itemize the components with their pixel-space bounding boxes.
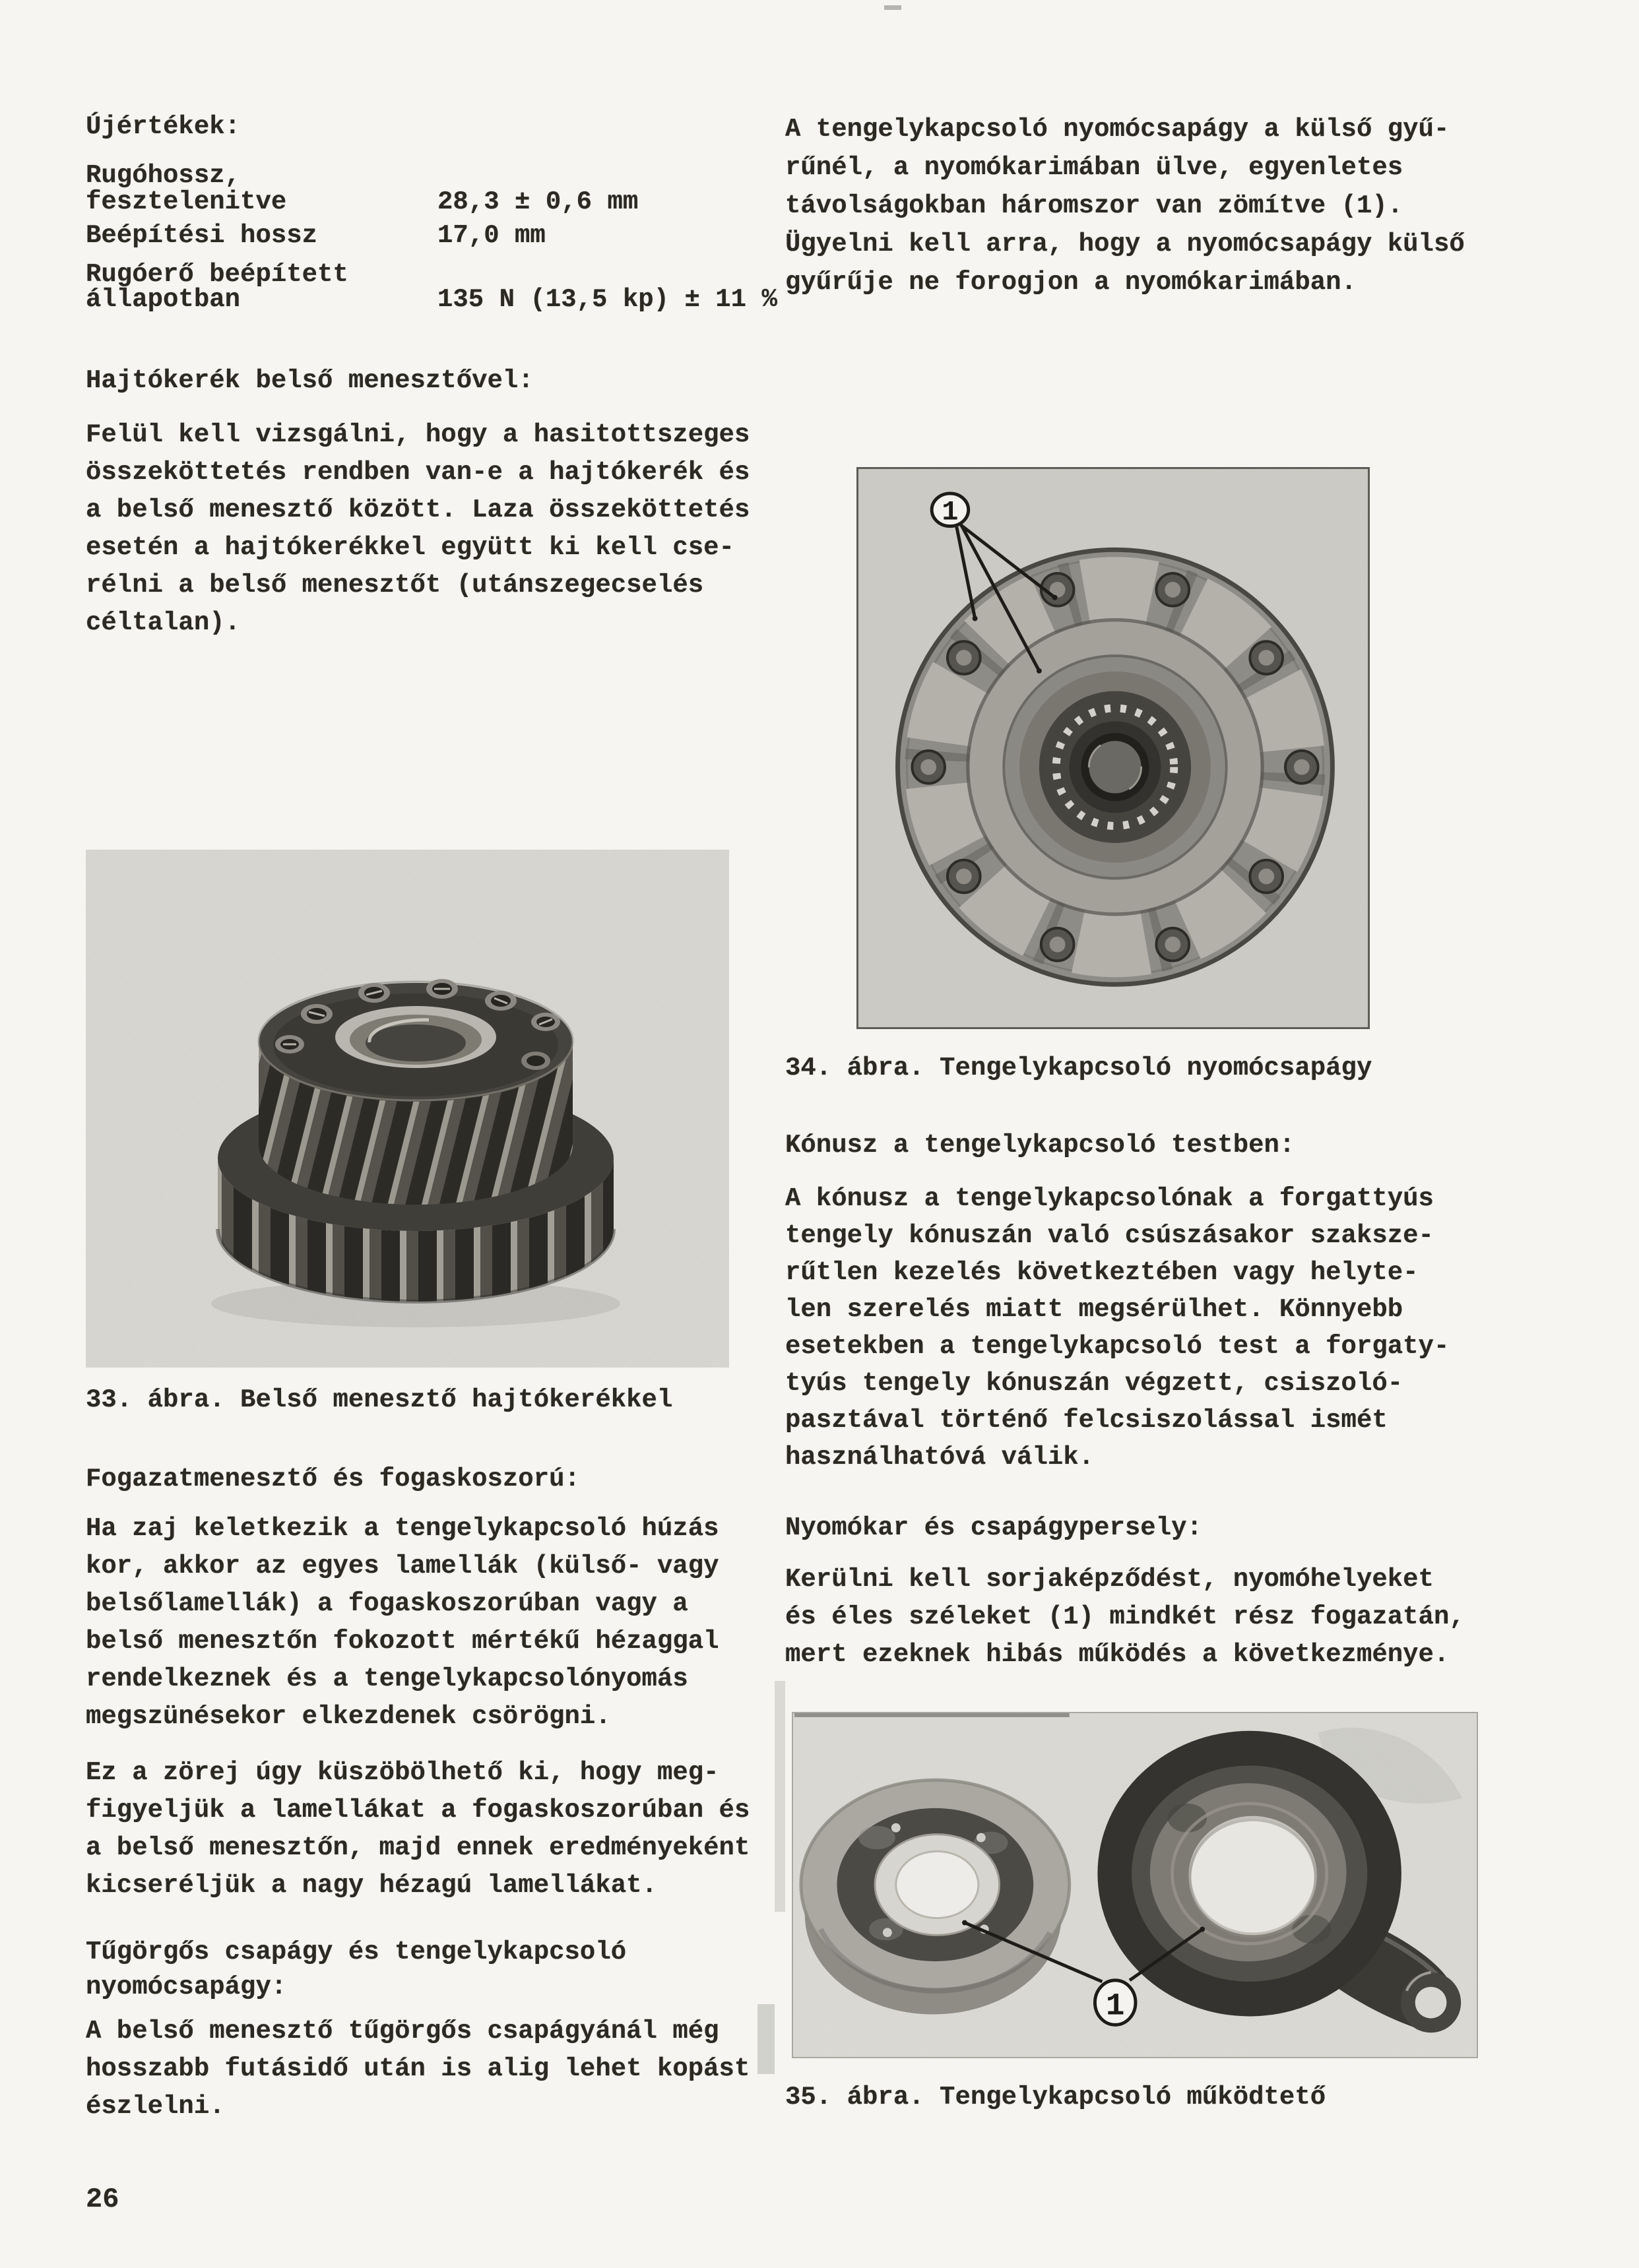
paragraph-line: A tengelykapcsoló nyomócsapágy a külső gyű- [785,115,1450,144]
paragraph-line: Ügyelni kell arra, hogy a nyomócsapágy külső [785,230,1465,259]
paragraph-line: és éles széleket (1) mindkét rész fogazatán, [785,1602,1465,1631]
spec-label: fesztelenitve [86,187,287,216]
paragraph-line: kicseréljük a nagy hézagú lamellákat. [86,1871,657,1900]
figure-35-photo [792,1712,1478,2058]
paragraph-line: pasztával történő felcsiszolással ismét [785,1406,1388,1435]
paragraph-line: Ez a zörej úgy küszöbölhető ki, hogy meg- [86,1758,719,1787]
drivewheel-paragraph [86,416,750,642]
figure-33-caption: 33. ábra. Belső menesztő hajtókerékkel [86,1385,673,1414]
needlebearing-paragraph [86,2013,750,2126]
paragraph-line: összeköttetés rendben van-e a hajtókerék és [86,458,750,487]
clutch-actuator-illustration [793,1713,1477,2057]
paragraph-line: megszünésekor elkezdenek csörögni. [86,1702,611,1731]
paragraph-line: Ha zaj keletkezik a tengelykapcsoló húzás [86,1514,719,1543]
paragraph-line: céltalan). [86,608,241,637]
figure-35-caption: 35. ábra. Tengelykapcsoló működtető [785,2083,1326,2112]
section-heading-pressarm: Nyomókar és csapágypersely: [785,1513,1202,1542]
paragraph-line: rélni a belső menesztőt (utánszegecselés [86,571,704,600]
gearring-paragraph-2 [86,1754,750,1905]
paragraph-line: rűtlen kezelés következtében vagy helyte- [785,1258,1419,1287]
spec-label: állapotban [86,285,241,314]
callout-1-label: 1 [1105,1988,1125,2025]
paragraph-line: rendelkeznek és a tengelykapcsolónyomás [86,1664,688,1693]
paragraph-line: a belső menesztő között. Laza összeköttetés [86,495,750,524]
spec-value: 135 N (13,5 kp) ± 11 % [437,285,777,314]
paragraph-line: hosszabb futásidő után is alig lehet kopást [86,2054,750,2083]
paragraph-line: esetén a hajtókerékkel együtt ki kell cse- [86,533,734,562]
spec-label: Rugóerő beépített [86,260,348,289]
paragraph-line: a belső menesztőn, majd ennek eredményeként [86,1833,750,1862]
paragraph-line: használhatóvá válik. [785,1443,1095,1472]
paragraph-line: tyús tengely kónuszán végzett, csiszoló- [785,1369,1403,1398]
callout-1-label: 1 [942,496,959,528]
section-heading-gearring: Fogazatmenesztő és fogaskoszorú: [86,1465,580,1494]
paragraph-line: mert ezeknek hibás működés a következménye. [785,1640,1450,1669]
paragraph-line: Felül kell vizsgálni, hogy a hasitottszeges [86,420,750,449]
paragraph-line: rűnél, a nyomókarimában ülve, egyenletes [785,153,1403,182]
section-heading-newvalues: Újértékek: [86,112,241,141]
scan-artifact [884,5,901,10]
heading-line: Tűgörgős csapágy és tengelykapcsoló [86,1937,627,1967]
paragraph-line: A kónusz a tengelykapcsolónak a forgattyús [785,1184,1434,1213]
paragraph-line: távolságokban háromszor van zömítve (1). [785,191,1403,220]
paragraph-line: belsőlamellák) a fogaskoszorúban vagy a [86,1589,688,1618]
gearring-paragraph-1 [86,1510,719,1736]
intro-paragraph [785,110,1465,301]
scan-artifact [757,2004,775,2074]
cone-paragraph [785,1180,1449,1476]
paragraph-line: tengely kónuszán való csúszásakor szaksze- [785,1221,1434,1250]
paragraph-line: esetekben a tengelykapcsoló test a forgaty- [785,1332,1450,1361]
pressarm-paragraph [785,1561,1465,1674]
spec-value: 28,3 ± 0,6 mm [437,187,639,216]
spec-value: 17,0 mm [437,221,546,250]
section-heading-needlebearing [86,1935,626,2005]
paragraph-line: belső menesztőn fokozott mértékű hézaggal [86,1627,719,1656]
scan-artifact [775,1681,785,1912]
clutch-bearing-illustration [858,469,1368,1027]
paragraph-line: Kerülni kell sorjaképződést, nyomóhelyeket [785,1565,1434,1594]
section-heading-cone: Kónusz a tengelykapcsoló testben: [785,1131,1295,1160]
gear-illustration [86,850,729,1368]
toothed-driver-part [801,1780,1070,2014]
page-number: 26 [86,2184,119,2215]
paragraph-line: kor, akkor az egyes lamellák (külső- vagy [86,1552,719,1581]
figure-33-photo [86,850,729,1368]
figure-34-caption: 34. ábra. Tengelykapcsoló nyomócsapágy [785,1054,1372,1083]
heading-line: nyomócsapágy: [86,1972,287,2001]
section-heading-drivewheel: Hajtókerék belső menesztővel: [86,366,534,395]
paragraph-line: gyűrűje ne forogjon a nyomókarimában. [785,268,1357,297]
paragraph-line: észlelni. [86,2092,225,2121]
spec-label: Rugóhossz, [86,161,241,190]
figure-34-photo [856,467,1370,1029]
paragraph-line: figyeljük a lamellákat a fogaskoszorúban és [86,1796,750,1825]
spring-spec-table [86,162,812,321]
paragraph-line: A belső menesztő tűgörgős csapágyánál még [86,2017,719,2046]
spec-label: Beépítési hossz [86,221,318,250]
paragraph-line: len szerelés miatt megsérülhet. Könnyebb [785,1295,1403,1324]
